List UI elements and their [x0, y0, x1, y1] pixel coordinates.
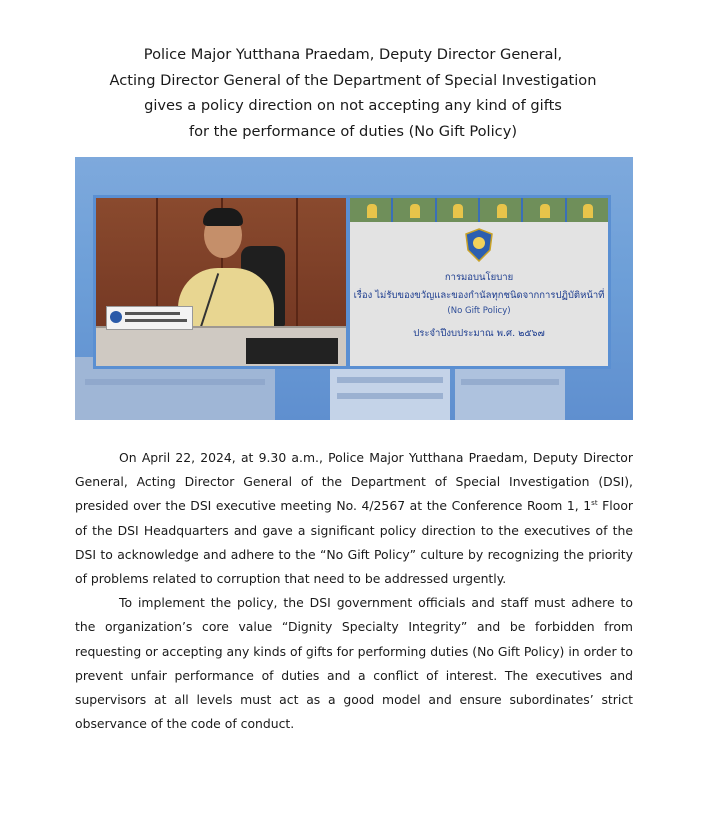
- paragraph-1-text: On April 22, 2024, at 9.30 a.m., Police Major Yutthana Praedam, Deputy Director General, Acting Director General of the Department of Special Investigation (DSI), presided over the DSI executive meeting No. 4/2567 at the Conference Room 1, 1: [75, 450, 633, 514]
- title-line-4: for the performance of duties (No Gift Policy): [188, 122, 518, 140]
- article-body: [75, 446, 633, 736]
- participant-thumbnail: [393, 198, 434, 222]
- participant-thumbnail: [350, 198, 391, 222]
- participant-thumbnail: [437, 198, 478, 222]
- presentation-slide: [350, 222, 608, 366]
- paragraph-1: [75, 446, 633, 591]
- title-line-2: Acting Director General of the Department of Special Investigation: [109, 71, 597, 89]
- document-title: [60, 42, 646, 144]
- title-line-3: gives a policy direction on not accepting any kind of gifts: [144, 97, 562, 114]
- participant-thumbnails: [350, 198, 608, 222]
- slide-subject: เรื่อง ไม่รับของขวัญและของกำนัลทุกชนิดจากการปฏิบัติหน้าที่: [353, 290, 605, 301]
- participant-thumbnail: [480, 198, 521, 222]
- ordinal-suffix: st: [591, 499, 598, 508]
- building-windows: [337, 377, 443, 383]
- video-feed-presenter: [93, 195, 349, 369]
- dsi-emblem-icon: [464, 228, 494, 262]
- title-line-1: Police Major Yutthana Praedam, Deputy Director General,: [143, 46, 563, 63]
- dsi-logo-icon: [110, 311, 122, 323]
- participant-thumbnail: [523, 198, 564, 222]
- desk-monitor: [246, 338, 338, 364]
- paragraph-1-text-cont: Floor of the DSI Headquarters and gave a significant policy direction to the executives of the DSI to acknowledge and adhere to the “No Gift Policy” culture by recognizing the priority of problems related to corruption that need to be addressed urgently.: [75, 498, 633, 587]
- building-windows: [85, 379, 265, 385]
- participant-thumbnail: [567, 198, 608, 222]
- paragraph-2: To implement the policy, the DSI government officials and staff must adhere to the organization’s core value “Dignity Specialty Integrity” and be forbidden from requesting or accepting any kinds of gifts for performing duties (No Gift Policy) in order to prevent unfair performance of duties and a conflict of interest. The executives and supervisors at all levels must act as a good model and ensure subordinates’ strict observance of the code of conduct.: [75, 595, 633, 732]
- building-windows: [337, 393, 443, 399]
- presenter-hair: [203, 208, 243, 226]
- slide-fiscal-year: ประจำปีงบประมาณ พ.ศ. ๒๕๖๗: [413, 328, 545, 339]
- slide-heading: การมอบนโยบาย: [444, 272, 514, 283]
- meeting-photo: [75, 157, 633, 420]
- nameplate: [106, 306, 193, 330]
- nameplate-text-line: [125, 319, 187, 322]
- slide-policy-name: (No Gift Policy): [447, 306, 511, 316]
- video-feed-slide: [347, 195, 611, 369]
- building-windows: [461, 379, 559, 385]
- nameplate-text-line: [125, 312, 180, 315]
